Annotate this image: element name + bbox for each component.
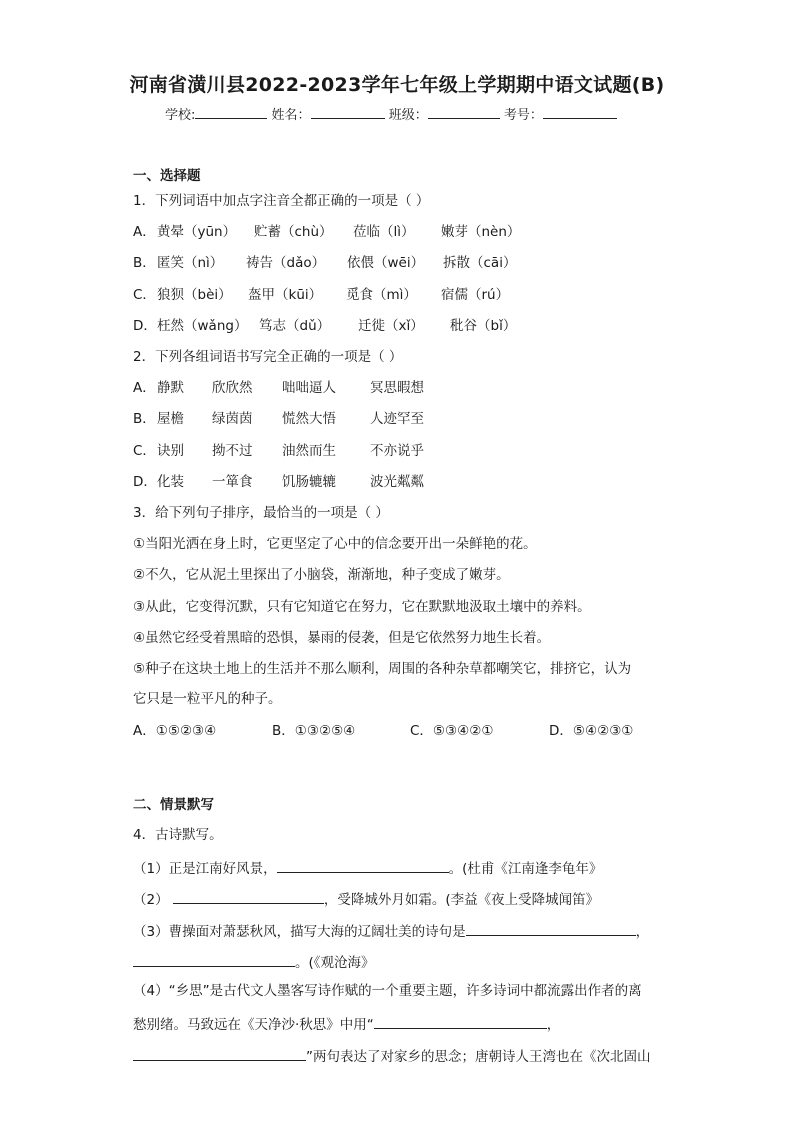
fill-line-4c: ”两句表达了对家乡的思念；唐朝诗人王湾也在《次北固山 [133, 1045, 651, 1066]
name-label: 姓名： [271, 108, 311, 123]
option-item: 狼狈（bèi） [157, 287, 232, 303]
fill-line-4b: 愁别绪。马致远在《天净沙·秋思》中用“ ， [133, 1013, 560, 1034]
option-item: 绿茵茵 [212, 411, 253, 427]
question-2-stem: 2．下列各组词语书写完全正确的一项是（ ） [133, 349, 403, 365]
option-item: 屋檐 [157, 411, 184, 427]
section-heading: 一、选择题 [133, 168, 201, 184]
exam-title: 河南省潢川县2022-2023学年七年级上学期期中语文试题(B) [129, 74, 665, 96]
question-1-stem: 1．下列词语中加点字注音全都正确的一项是（ ） [133, 193, 430, 209]
option-item: 油然而生 [282, 443, 336, 459]
fill-line-1: （1）正是江南好风景， 。(杜甫《江南逢李龟年》 [133, 857, 602, 878]
option-label: B． [133, 411, 156, 427]
option-item: 拆散（cāi） [443, 255, 517, 271]
option-label: A． [133, 380, 156, 396]
option-item: 秕谷（bǐ） [450, 318, 517, 334]
answer-option[interactable]: D．⑤④②③① [549, 723, 634, 739]
option-item: 饥肠辘辘 [282, 474, 336, 490]
school-label: 学校: [165, 108, 196, 123]
option-label: C． [133, 443, 156, 459]
answer-blank[interactable] [173, 888, 324, 904]
option-item: 冥思暇想 [370, 380, 424, 396]
answer-option[interactable]: C．⑤③④②① [410, 723, 494, 739]
exam-number-blank[interactable] [543, 104, 617, 119]
fill-line-4: （4）“乡思”是古代文人墨客写诗作赋的一个重要主题，许多诗词中都流露出作者的离 [133, 983, 642, 999]
fill-line-2: （2） ，受降城外月如霜。(李益《夜上受降城闻笛》 [133, 888, 599, 909]
sentence: ④虽然它经受着黑暗的恐惧，暴雨的侵袭，但是它依然努力地生长着。 [133, 630, 551, 646]
answer-blank[interactable] [466, 920, 636, 936]
sentence: ③从此，它变得沉默，只有它知道它在努力，它在默默地汲取土壤中的养料。 [133, 599, 591, 615]
option-label: D． [133, 474, 157, 490]
option-item: 一箪食 [212, 474, 253, 490]
school-blank[interactable] [195, 104, 267, 119]
answer-blank[interactable] [133, 951, 295, 967]
option-item: 咄咄逼人 [282, 380, 336, 396]
option-item: 匿笑（nì） [157, 255, 224, 271]
option-item: 觅食（mì） [346, 287, 417, 303]
question-3-stem: 3．给下列句子排序，最恰当的一项是（ ） [133, 505, 389, 521]
option-item: 祷告（dǎo） [246, 255, 326, 271]
option-item: 依偎（wēi） [347, 255, 425, 271]
option-item: 宿儒（rú） [441, 287, 510, 303]
answer-blank[interactable] [277, 857, 449, 873]
option-label: C． [133, 287, 156, 303]
option-item: 静默 [157, 380, 184, 396]
option-label: D． [133, 318, 157, 334]
exam-number-label: 考号： [503, 108, 543, 123]
fill-line-3: （3）曹操面对萧瑟秋风，描写大海的辽阔壮美的诗句是 ， [133, 920, 649, 941]
option-label: A． [133, 224, 156, 240]
option-item: 莅临（lì） [353, 224, 415, 240]
fill-line-3b: 。(《观沧海》 [133, 951, 375, 972]
option-item: 盔甲（kūi） [248, 287, 323, 303]
option-item: 嫩芽（nèn） [441, 224, 521, 240]
option-item: 迁徙（xǐ） [358, 318, 424, 334]
option-item: 黄晕（yūn） [157, 224, 237, 240]
name-blank[interactable] [311, 104, 385, 119]
option-item: 笃志（dǔ） [259, 318, 331, 334]
option-item: 拗不过 [212, 443, 253, 459]
option-item: 诀别 [157, 443, 184, 459]
option-label: B． [133, 255, 156, 271]
section-heading: 二、情景默写 [133, 797, 214, 813]
option-item: 人迹罕至 [370, 411, 424, 427]
answer-blank[interactable] [374, 1013, 547, 1029]
answer-option[interactable]: B．①③②⑤④ [272, 723, 356, 739]
sentence-continuation: 它只是一粒平凡的种子。 [133, 691, 282, 707]
option-item: 贮蓄（chù） [254, 224, 333, 240]
student-info-line [165, 104, 617, 123]
sentence: ①当阳光洒在身上时，它更坚定了心中的信念要开出一朵鲜艳的花。 [133, 536, 537, 552]
class-blank[interactable] [428, 104, 500, 119]
sentence: ②不久，它从泥土里探出了小脑袋，渐渐地，种子变成了嫩芽。 [133, 567, 510, 583]
option-item: 慌然大悟 [282, 411, 336, 427]
sentence: ⑤种子在这块土地上的生活并不那么顺利，周围的各种杂草都嘲笑它，排挤它，认为 [133, 661, 632, 677]
answer-blank[interactable] [133, 1045, 306, 1061]
class-label: 班级： [388, 108, 428, 123]
option-item: 欣欣然 [212, 380, 253, 396]
option-item: 枉然（wǎng） [157, 318, 248, 334]
option-item: 波光粼粼 [370, 474, 424, 490]
question-4-stem: 4．古诗默写。 [133, 827, 223, 843]
option-item: 化装 [157, 474, 184, 490]
option-item: 不亦说乎 [370, 443, 424, 459]
answer-option[interactable]: A．①⑤②③④ [133, 723, 217, 739]
